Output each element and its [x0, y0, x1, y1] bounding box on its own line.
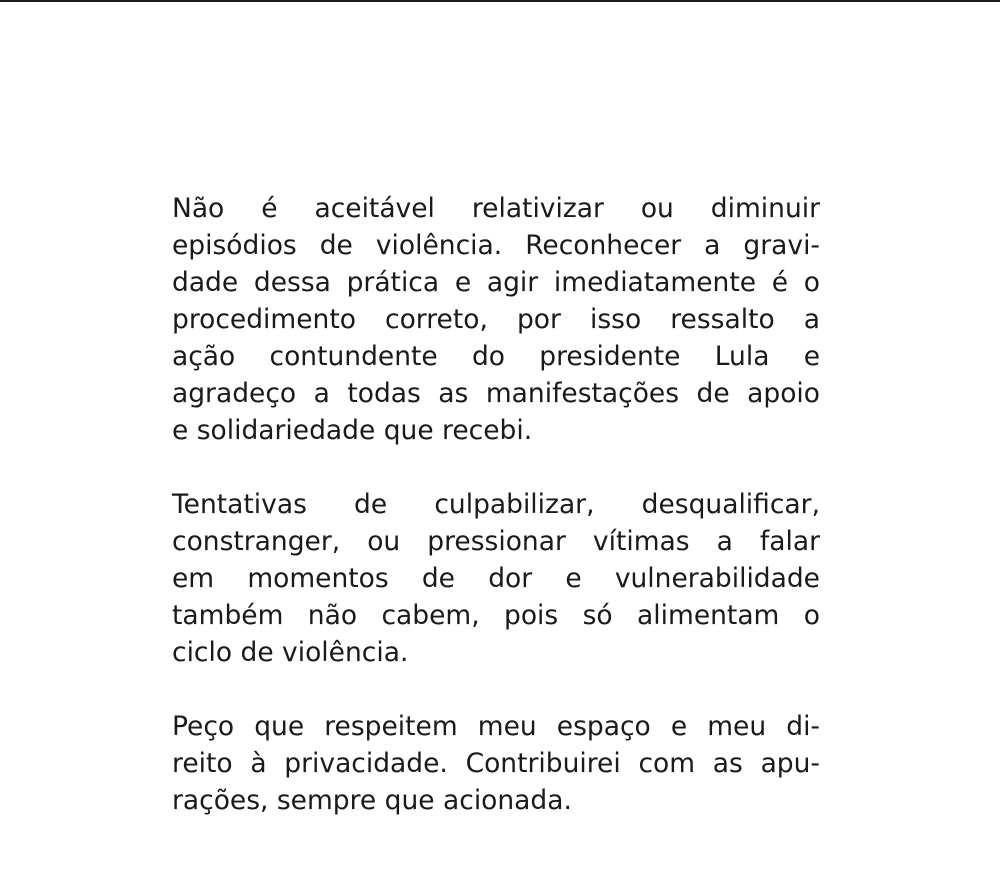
text-line: também não cabem, pois só alimentam o — [172, 600, 820, 631]
text-line: Peço que respeitem meu espaço e meu di- — [172, 711, 820, 742]
text-line: episódios de violência. Reconhecer a gravi- — [172, 230, 820, 261]
paragraph-victims — [172, 486, 820, 671]
text-line: e solidariedade que recebi. — [172, 415, 533, 446]
text-line: Tentativas de culpabilizar, desqualificar, — [172, 489, 820, 520]
text-line: rações, sempre que acionada. — [172, 785, 572, 816]
text-line: reito à privacidade. Contribuirei com as apu- — [172, 748, 820, 779]
text-line: procedimento correto, por isso ressalto a — [172, 304, 820, 335]
statement-text — [172, 190, 820, 819]
text-line: em momentos de dor e vulnerabilidade — [172, 563, 820, 594]
text-line: ação contundente do presidente Lula e — [172, 341, 820, 372]
text-line: agradeço a todas as manifestações de apoio — [172, 378, 820, 409]
top-border-line — [0, 0, 1000, 2]
paragraph-privacy — [172, 708, 820, 819]
text-line: ciclo de violência. — [172, 637, 409, 668]
text-line: constranger, ou pressionar vítimas a falar — [172, 526, 820, 557]
text-line: Não é aceitável relativizar ou diminuir — [172, 193, 820, 224]
text-line: dade dessa prática e agir imediatamente é o — [172, 267, 820, 298]
paragraph-violence — [172, 190, 820, 449]
